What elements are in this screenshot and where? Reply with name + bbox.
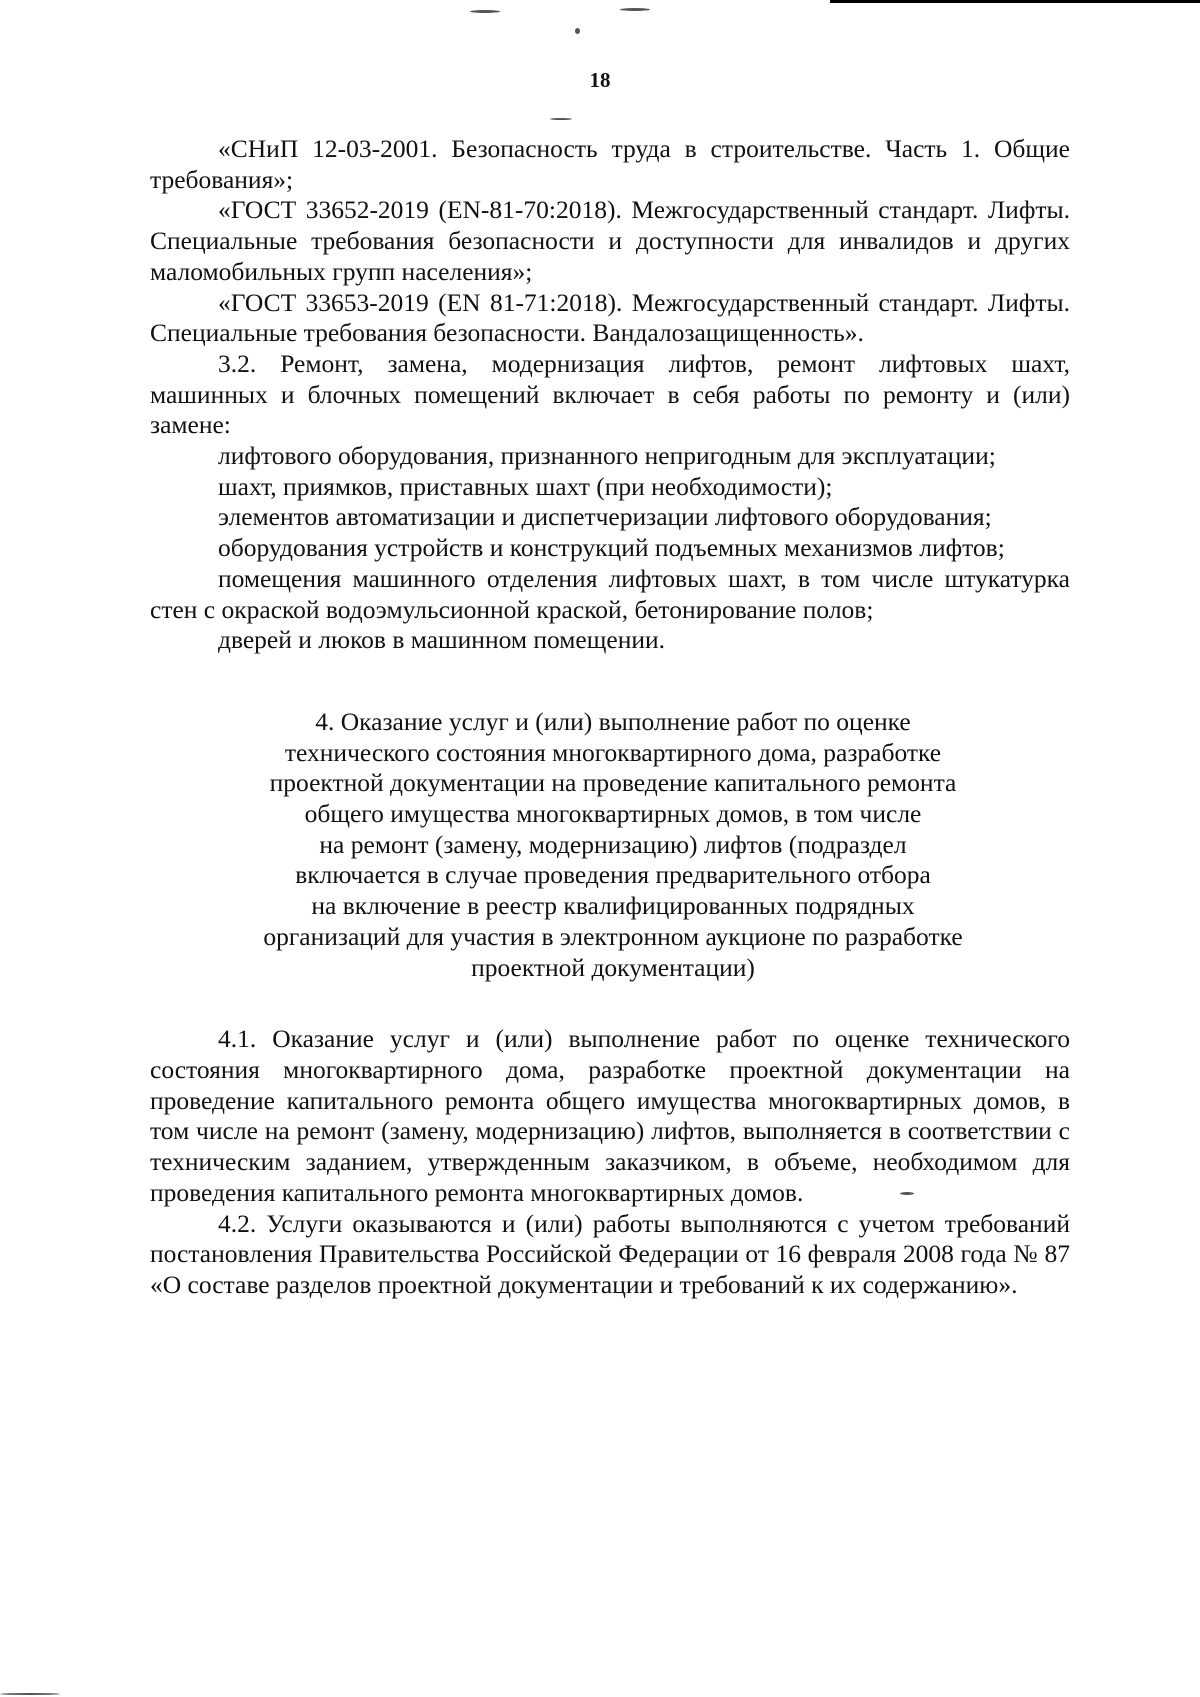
heading-line: организаций для участия в электронном аукционе по разработке bbox=[263, 921, 963, 951]
paragraph: «СНиП 12-03-2001. Безопасность труда в строительстве. Часть 1. Общие требования»; bbox=[150, 134, 1070, 194]
list-item: помещения машинного отделения лифтовых шахт, в том числе штукатурка стен с окраской водоэмульсионной краской, бетонирование полов; bbox=[150, 563, 1070, 624]
list-item: элементов автоматизации и диспетчеризации лифтового оборудования; bbox=[218, 502, 992, 532]
heading-line: на ремонт (замену, модернизацию) лифтов (подраздел bbox=[319, 829, 907, 859]
heading-line: на включение в реестр квалифицированных подрядных bbox=[311, 891, 915, 921]
document-body bbox=[150, 134, 1070, 1301]
paragraph: 4.1. Оказание услуг и (или) выполнение работ по оценке технического состояния многоквартирного дома, разработке проектной документации на проведение капитального ремонта общего имущества многоквартирных домов, в том числе на ремонт (замену, модернизацию) лифтов, выполняется в соответствии с техническим заданием, утвержденным заказчиком, в объеме, необходимом для проведения капитального ремонта многоквартирных домов. bbox=[150, 1024, 1070, 1207]
section-heading bbox=[150, 707, 1070, 983]
page-number: 18 bbox=[589, 68, 611, 92]
heading-line: проектной документации на проведение капитального ремонта bbox=[269, 768, 957, 798]
paragraph: 3.2. Ремонт, замена, модернизация лифтов, ремонт лифтовых шахт, машинных и блочных помещений включает в себя работы по ремонту и (или) замене: bbox=[150, 348, 1070, 440]
scan-speck bbox=[470, 10, 500, 13]
list-item: шахт, приямков, приставных шахт (при необходимости); bbox=[218, 471, 833, 501]
scan-speck bbox=[550, 118, 572, 120]
list-item: лифтового оборудования, признанного непригодным для эксплуатации; bbox=[218, 441, 996, 471]
list-item: оборудования устройств и конструкций подъемных механизмов лифтов; bbox=[218, 533, 1005, 563]
heading-line: проектной документации) bbox=[471, 952, 755, 982]
scan-speck bbox=[575, 28, 580, 34]
heading-line: технического состояния многоквартирного дома, разработке bbox=[284, 737, 942, 767]
paragraph: «ГОСТ 33653-2019 (EN 81-71:2018). Межгосударственный стандарт. Лифты. Специальные требования безопасности. Вандалозащищенность». bbox=[150, 287, 1070, 348]
heading-line: 4. Оказание услуг и (или) выполнение работ по оценке bbox=[315, 706, 911, 736]
paragraph: 4.2. Услуги оказываются и (или) работы выполняются с учетом требований постановления Правительства Российской Федерации от 16 февраля 2008 года № 87 «О составе разделов проектной документации и требований к их содержанию». bbox=[150, 1208, 1070, 1299]
scan-speck bbox=[0, 1693, 60, 1695]
scan-edge-line bbox=[830, 0, 1200, 3]
heading-line: общего имущества многоквартирных домов, в том числе bbox=[304, 799, 922, 829]
list-item: дверей и люков в машинном помещении. bbox=[218, 625, 666, 655]
heading-line: включается в случае проведения предварительного отбора bbox=[295, 860, 931, 890]
paragraph: «ГОСТ 33652-2019 (EN-81-70:2018). Межгосударственный стандарт. Лифты. Специальные требования безопасности и доступности для инвалидов и других маломобильных групп населения»; bbox=[150, 195, 1070, 286]
scan-speck bbox=[620, 8, 650, 11]
